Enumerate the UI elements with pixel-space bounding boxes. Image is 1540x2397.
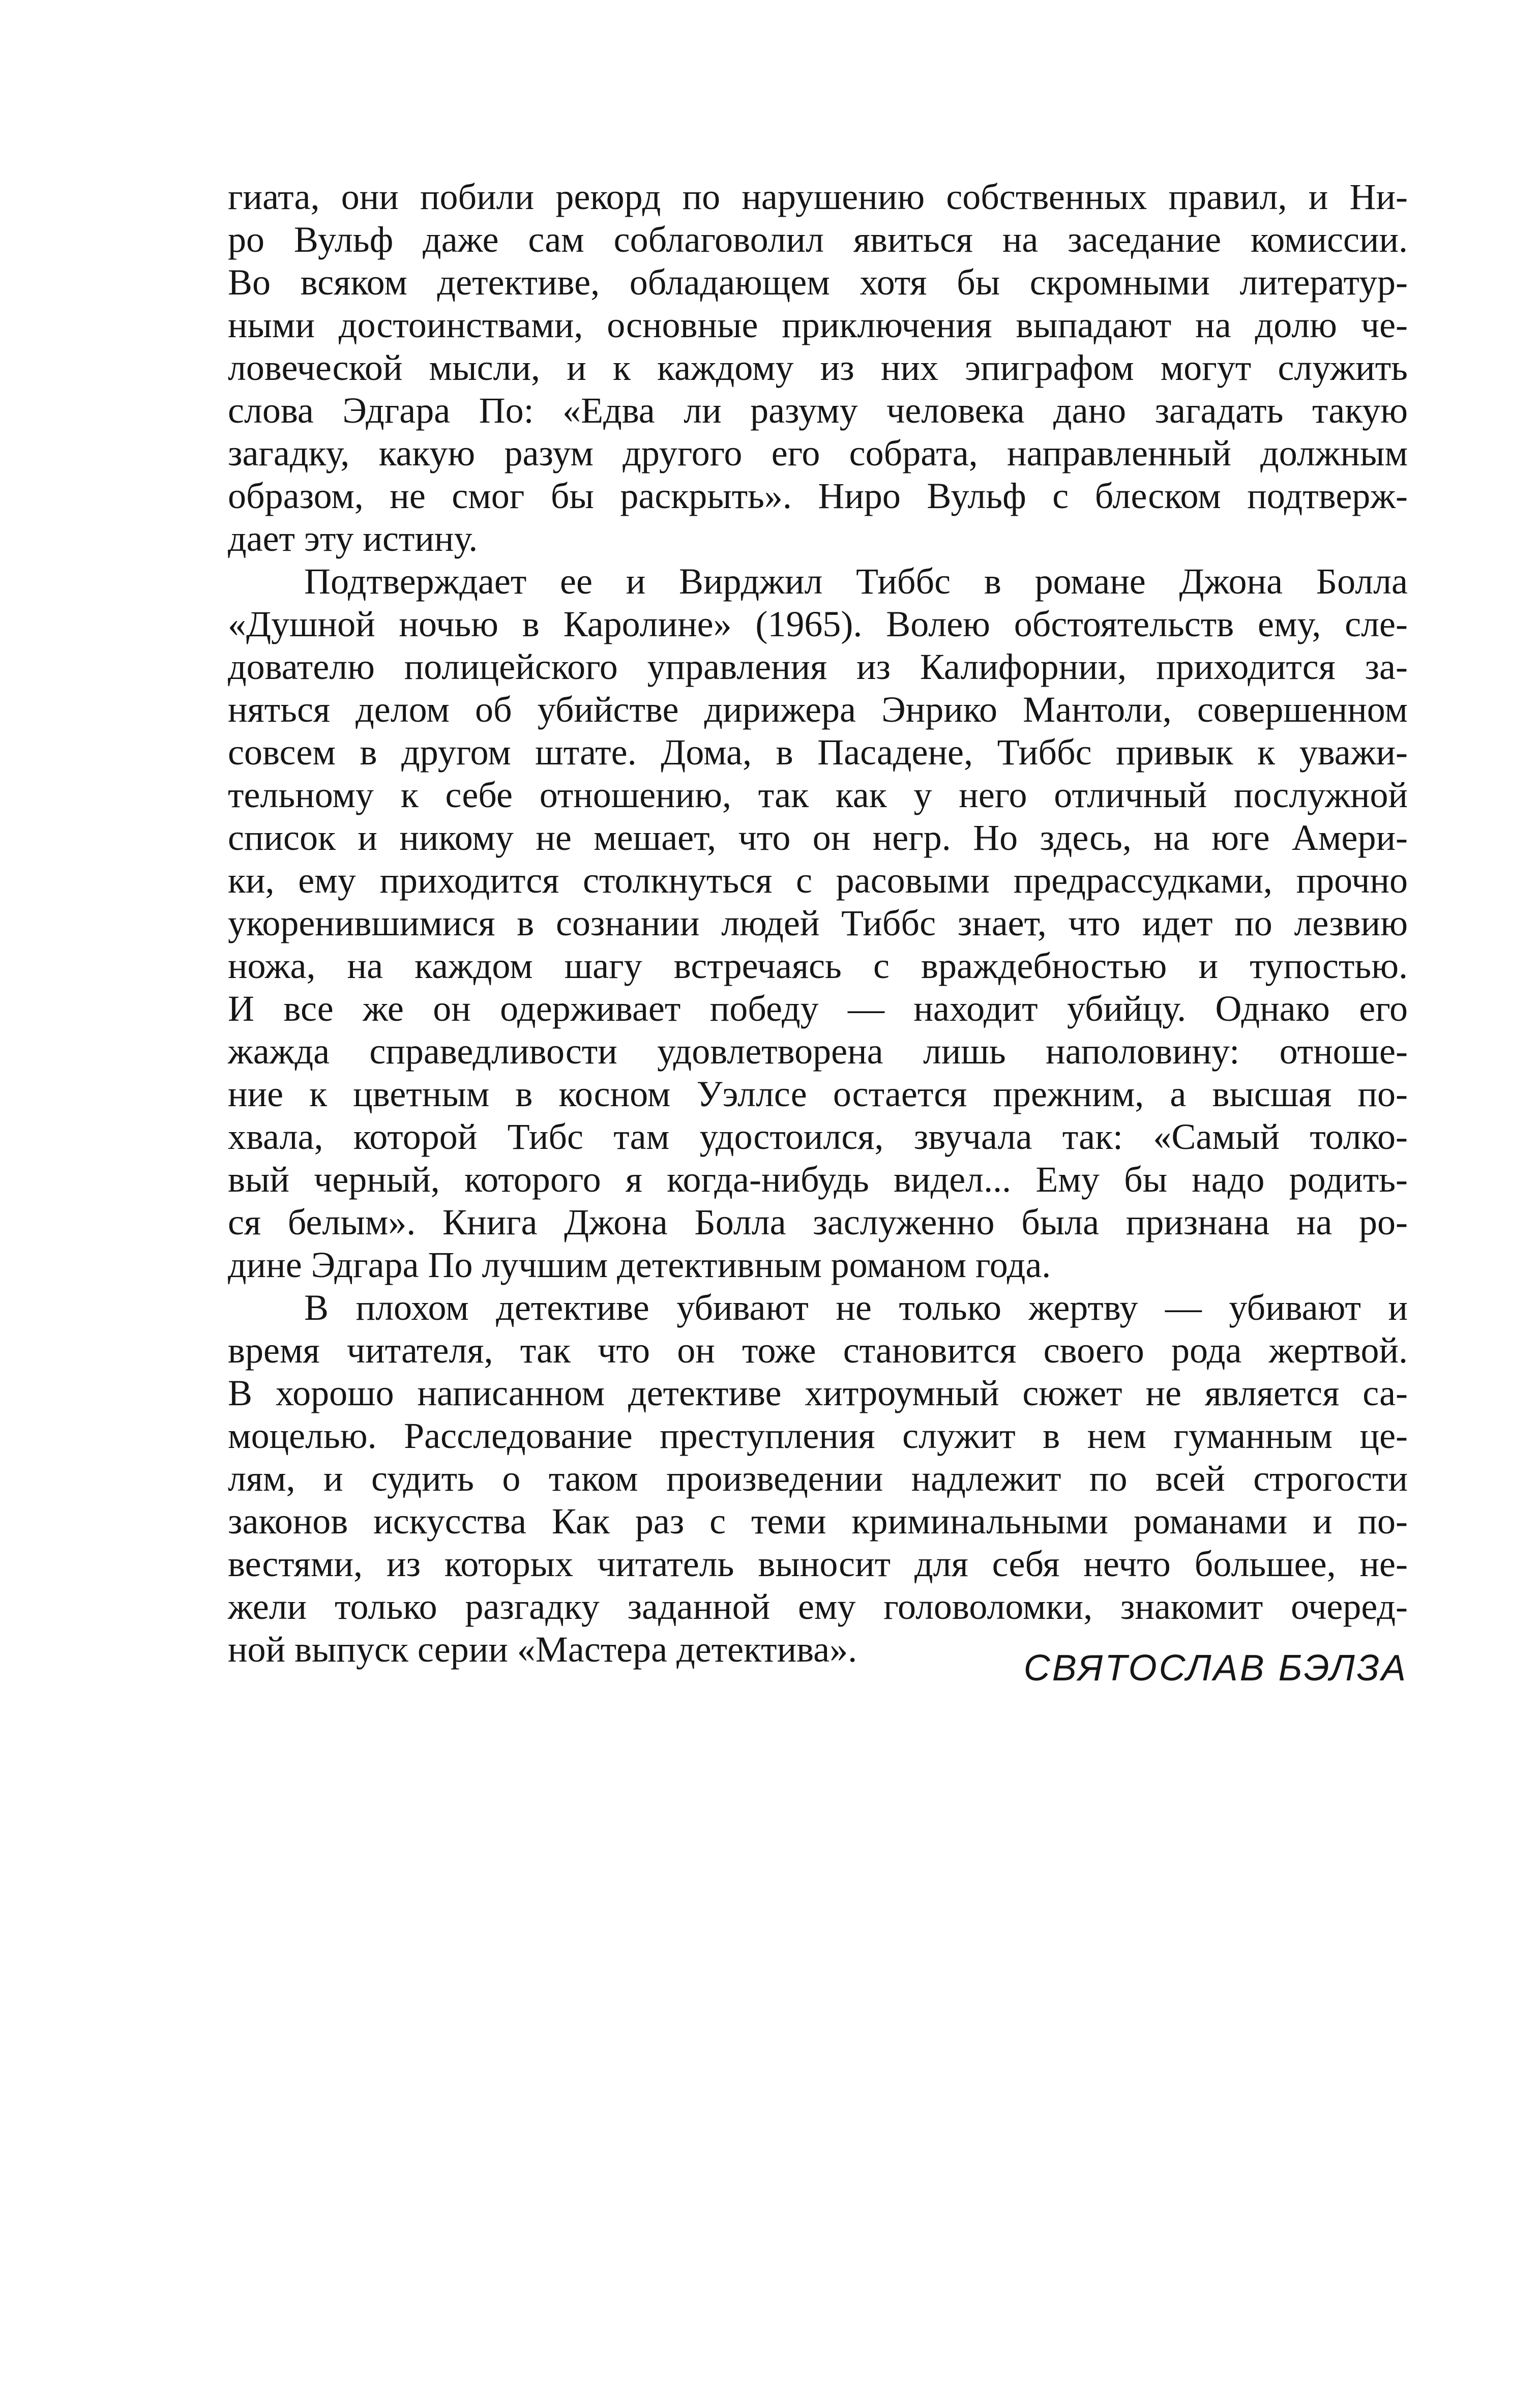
paragraph bbox=[228, 1286, 1408, 1671]
text-line: укоренившимися в сознании людей Тиббс знает, что идет по лезвию bbox=[228, 903, 1408, 943]
text-line: хвала, которой Тибс там удостоился, звучала так: «Самый толко- bbox=[228, 1116, 1408, 1157]
text-line: тельному к себе отношению, так как у него отличный послужной bbox=[228, 775, 1408, 815]
text-line: законов искусства Как раз с теми криминальными романами и по- bbox=[228, 1501, 1408, 1542]
text-line: список и никому не мешает, что он негр. Но здесь, на юге Амери- bbox=[228, 817, 1408, 858]
text-line: слова Эдгара По: «Едва ли разуму человека дано загадать такую bbox=[228, 390, 1408, 431]
text-line: ловеческой мысли, и к каждому из них эпиграфом могут служить bbox=[228, 347, 1408, 388]
text-line: Во всяком детективе, обладающем хотя бы скромными литератур- bbox=[228, 262, 1408, 303]
text-line: жажда справедливости удовлетворена лишь наполовину: отноше- bbox=[228, 1031, 1408, 1072]
text-line: моцелью. Расследование преступления служит в нем гуманным це- bbox=[228, 1415, 1408, 1456]
text-line: совсем в другом штате. Дома, в Пасадене, Тиббс привык к уважи- bbox=[228, 732, 1408, 773]
text-line: ро Вульф даже сам соблаговолил явиться на заседание комиссии. bbox=[228, 219, 1408, 260]
text-line: Подтверждает ее и Вирджил Тиббс в романе Джона Болла bbox=[304, 561, 1408, 602]
text-line: ножа, на каждом шагу встречаясь с враждебностью и тупостью. bbox=[228, 945, 1408, 986]
text-line: В хорошо написанном детективе хитроумный сюжет не является са- bbox=[228, 1373, 1408, 1413]
text-line: «Душной ночью в Каролине» (1965). Волею обстоятельств ему, сле- bbox=[228, 604, 1408, 644]
text-line: гиата, они побили рекорд по нарушению собственных правил, и Ни- bbox=[228, 176, 1408, 217]
paragraph bbox=[228, 560, 1408, 1286]
text-line: вый черный, которого я когда-нибудь видел... Ему бы надо родить- bbox=[228, 1159, 1408, 1200]
text-line: няться делом об убийстве дирижера Энрико Мантоли, совершенном bbox=[228, 689, 1408, 730]
text-line: ся белым». Книга Джона Болла заслуженно была признана на ро- bbox=[228, 1202, 1408, 1242]
text-line: И все же он одерживает победу — находит убийцу. Однако его bbox=[228, 988, 1408, 1029]
text-line: дователю полицейского управления из Калифорнии, приходится за- bbox=[228, 646, 1408, 687]
text-line: дине Эдгара По лучшим детективным романом года. bbox=[228, 1245, 1051, 1285]
text-line: ки, ему приходится столкнуться с расовыми предрассудками, прочно bbox=[228, 860, 1408, 901]
text-line: дает эту истину. bbox=[228, 518, 478, 559]
text-line: лям, и судить о таком произведении надлежит по всей строгости bbox=[228, 1458, 1408, 1499]
paragraph bbox=[228, 175, 1408, 560]
text-line: ние к цветным в косном Уэллсе остается прежним, а высшая по- bbox=[228, 1074, 1408, 1114]
body-text bbox=[228, 175, 1408, 1671]
text-line: ной выпуск серии «Мастера детектива». bbox=[228, 1629, 857, 1670]
text-line: время читателя, так что он тоже становится своего рода жертвой. bbox=[228, 1330, 1408, 1371]
text-line: образом, не смог бы раскрыть». Ниро Вульф с блеском подтверж- bbox=[228, 476, 1408, 516]
text-line: загадку, какую разум другого его собрата, направленный должным bbox=[228, 433, 1408, 474]
text-line: жели только разгадку заданной ему головоломки, знакомит очеред- bbox=[228, 1586, 1408, 1627]
author-signature: СВЯТОСЛАВ БЭЛЗА bbox=[1023, 1648, 1408, 1689]
text-line: В плохом детективе убивают не только жертву — убивают и bbox=[304, 1287, 1408, 1328]
text-line: ными достоинствами, основные приключения выпадают на долю че- bbox=[228, 305, 1408, 345]
text-line: вестями, из которых читатель выносит для себя нечто большее, не- bbox=[228, 1544, 1408, 1584]
